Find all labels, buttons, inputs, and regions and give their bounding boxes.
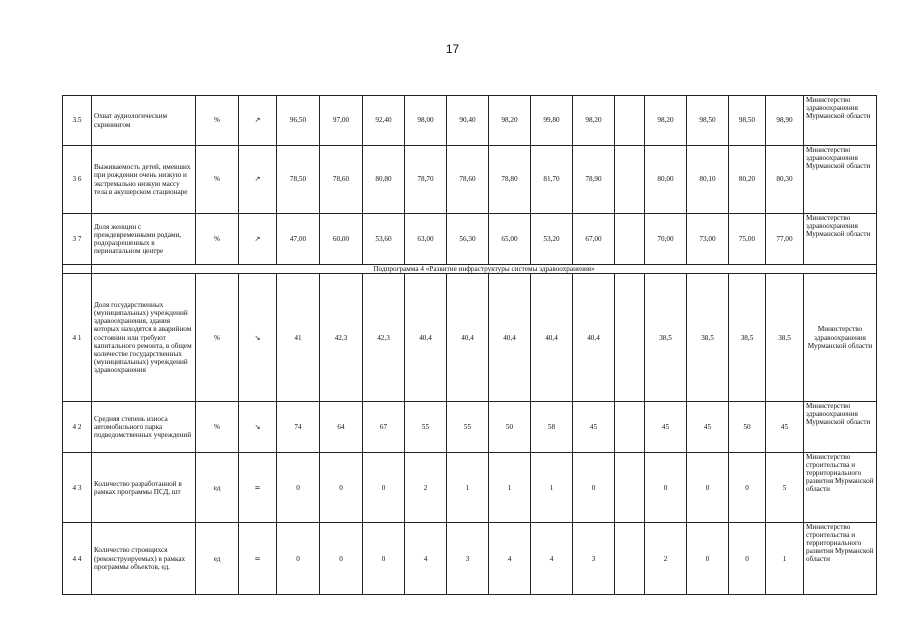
trend-icon: ↘ <box>239 402 277 453</box>
indicator-name: Выживаемость детей, имевших при рождении очень низкую и экстремально низкую массу тела в акушерском стационаре <box>92 146 196 214</box>
value-cell: 65,00 <box>489 214 531 265</box>
responsible-dept: Министерство здравоохранения Мурманской области <box>804 146 877 214</box>
row-number: 4 4 <box>63 523 92 595</box>
value-cell: 0 <box>277 453 320 523</box>
responsible-dept: Министерство строительства и территориального развития Мурманской области <box>804 453 877 523</box>
subprogram-row <box>63 265 877 274</box>
value-cell: 77,00 <box>766 214 804 265</box>
value-cell: 80,00 <box>645 146 687 214</box>
value-cell: 78,50 <box>277 146 320 214</box>
value-cell: 81,70 <box>531 146 573 214</box>
value-cell: 96,50 <box>277 96 320 146</box>
row-number: 3 6 <box>63 146 92 214</box>
value-cell: 53,20 <box>531 214 573 265</box>
table-row <box>63 146 877 214</box>
value-cell: 3 <box>447 523 489 595</box>
value-cell <box>615 214 645 265</box>
value-cell: 98,50 <box>729 96 766 146</box>
responsible-dept: Министерство строительства и территориального развития Мурманской области <box>804 523 877 595</box>
value-cell: 98,50 <box>687 96 729 146</box>
value-cell: 38,5 <box>687 274 729 402</box>
value-cell: 0 <box>687 453 729 523</box>
value-cell: 0 <box>277 523 320 595</box>
value-cell: 4 <box>531 523 573 595</box>
table-row <box>63 523 877 595</box>
value-cell <box>615 146 645 214</box>
value-cell: 0 <box>573 453 615 523</box>
value-cell: 78,60 <box>320 146 363 214</box>
value-cell: 0 <box>729 523 766 595</box>
value-cell: 45 <box>573 402 615 453</box>
indicators-table <box>62 95 877 595</box>
value-cell: 5 <box>766 453 804 523</box>
row-number: 3 7 <box>63 214 92 265</box>
value-cell: 4 <box>489 523 531 595</box>
value-cell: 99,80 <box>531 96 573 146</box>
table-row <box>63 274 877 402</box>
value-cell: 3 <box>573 523 615 595</box>
value-cell: 80,80 <box>363 146 405 214</box>
table-row <box>63 453 877 523</box>
value-cell: 0 <box>645 453 687 523</box>
value-cell: 0 <box>363 453 405 523</box>
value-cell: 38,5 <box>766 274 804 402</box>
value-cell <box>615 274 645 402</box>
value-cell: 1 <box>531 453 573 523</box>
value-cell: 98,00 <box>405 96 447 146</box>
value-cell: 90,40 <box>447 96 489 146</box>
subprogram-title: Подпрограмма 4 «Развитие инфраструктуры системы здравоохранения» <box>92 265 877 274</box>
value-cell: 40,4 <box>405 274 447 402</box>
page-number: 17 <box>445 42 460 56</box>
value-cell: 41 <box>277 274 320 402</box>
value-cell: 64 <box>320 402 363 453</box>
value-cell <box>615 523 645 595</box>
value-cell: 53,60 <box>363 214 405 265</box>
responsible-dept: Министерство здравоохранения Мурманской области <box>804 274 877 402</box>
value-cell: 73,00 <box>687 214 729 265</box>
empty-cell <box>63 265 92 274</box>
responsible-dept: Министерство здравоохранения Мурманской области <box>804 402 877 453</box>
indicator-name: Доля государственных (муниципальных) учреждений здравоохранения, здания которых находятся в аварийном состоянии или требуют капитального ремонта, в общем количестве государственных (муниципальных) учреждений здравоохранения <box>92 274 196 402</box>
value-cell: 80,20 <box>729 146 766 214</box>
value-cell: 0 <box>320 453 363 523</box>
value-cell: 78,90 <box>573 146 615 214</box>
value-cell: 60,00 <box>320 214 363 265</box>
value-cell: 45 <box>687 402 729 453</box>
value-cell: 1 <box>447 453 489 523</box>
value-cell: 0 <box>687 523 729 595</box>
responsible-dept: Министерство здравоохранения Мурманской области <box>804 214 877 265</box>
value-cell: 74 <box>277 402 320 453</box>
value-cell: 55 <box>405 402 447 453</box>
value-cell: 67 <box>363 402 405 453</box>
value-cell: 38,5 <box>729 274 766 402</box>
value-cell: 38,5 <box>645 274 687 402</box>
value-cell: 50 <box>729 402 766 453</box>
value-cell: 55 <box>447 402 489 453</box>
value-cell: 80,30 <box>766 146 804 214</box>
value-cell: 40,4 <box>447 274 489 402</box>
value-cell: 98,20 <box>645 96 687 146</box>
value-cell: 0 <box>363 523 405 595</box>
row-number: 4 3 <box>63 453 92 523</box>
value-cell: 78,80 <box>489 146 531 214</box>
responsible-dept: Министерство здравоохранения Мурманской области <box>804 96 877 146</box>
value-cell: 0 <box>729 453 766 523</box>
value-cell: 40,4 <box>531 274 573 402</box>
indicator-name: Доля женщин с преждевременными родами, родоразрешенных в перинатальном центре <box>92 214 196 265</box>
indicator-name: Количество разработанной в рамках программы ПСД, шт <box>92 453 196 523</box>
value-cell <box>615 453 645 523</box>
value-cell <box>615 402 645 453</box>
table-row <box>63 402 877 453</box>
unit: % <box>196 146 239 214</box>
value-cell: 1 <box>766 523 804 595</box>
unit: % <box>196 214 239 265</box>
unit: % <box>196 274 239 402</box>
trend-icon: ↗ <box>239 96 277 146</box>
row-number: 3.5 <box>63 96 92 146</box>
value-cell: 98,90 <box>766 96 804 146</box>
value-cell: 80,10 <box>687 146 729 214</box>
value-cell: 40,4 <box>489 274 531 402</box>
value-cell: 45 <box>766 402 804 453</box>
value-cell: 47,00 <box>277 214 320 265</box>
value-cell: 2 <box>405 453 447 523</box>
value-cell: 1 <box>489 453 531 523</box>
indicator-name: Охват аудиологическим скринингом <box>92 96 196 146</box>
value-cell: 2 <box>645 523 687 595</box>
row-number: 4 1 <box>63 274 92 402</box>
value-cell: 78,70 <box>405 146 447 214</box>
value-cell: 63,00 <box>405 214 447 265</box>
trend-icon: ↗ <box>239 214 277 265</box>
value-cell: 56,30 <box>447 214 489 265</box>
value-cell: 42,3 <box>363 274 405 402</box>
value-cell: 92,40 <box>363 96 405 146</box>
trend-icon: ↗ <box>239 146 277 214</box>
table-row <box>63 214 877 265</box>
trend-icon: = <box>239 523 277 595</box>
value-cell: 67,00 <box>573 214 615 265</box>
row-number: 4 2 <box>63 402 92 453</box>
value-cell: 70,00 <box>645 214 687 265</box>
value-cell <box>615 96 645 146</box>
value-cell: 45 <box>645 402 687 453</box>
table-row <box>63 96 877 146</box>
value-cell: 97,00 <box>320 96 363 146</box>
value-cell: 98,20 <box>573 96 615 146</box>
value-cell: 0 <box>320 523 363 595</box>
trend-icon: ↘ <box>239 274 277 402</box>
value-cell: 40,4 <box>573 274 615 402</box>
unit: ед <box>196 523 239 595</box>
value-cell: 98,20 <box>489 96 531 146</box>
unit: % <box>196 96 239 146</box>
value-cell: 50 <box>489 402 531 453</box>
value-cell: 4 <box>405 523 447 595</box>
unit: ед <box>196 453 239 523</box>
unit: % <box>196 402 239 453</box>
trend-icon: = <box>239 453 277 523</box>
indicator-name: Средняя степень износа автомобильного парка подведомственных учреждений <box>92 402 196 453</box>
indicator-name: Количество строящихся (реконструируемых) в рамках программы объектов, ед. <box>92 523 196 595</box>
value-cell: 42,3 <box>320 274 363 402</box>
value-cell: 58 <box>531 402 573 453</box>
value-cell: 75,00 <box>729 214 766 265</box>
value-cell: 78,60 <box>447 146 489 214</box>
